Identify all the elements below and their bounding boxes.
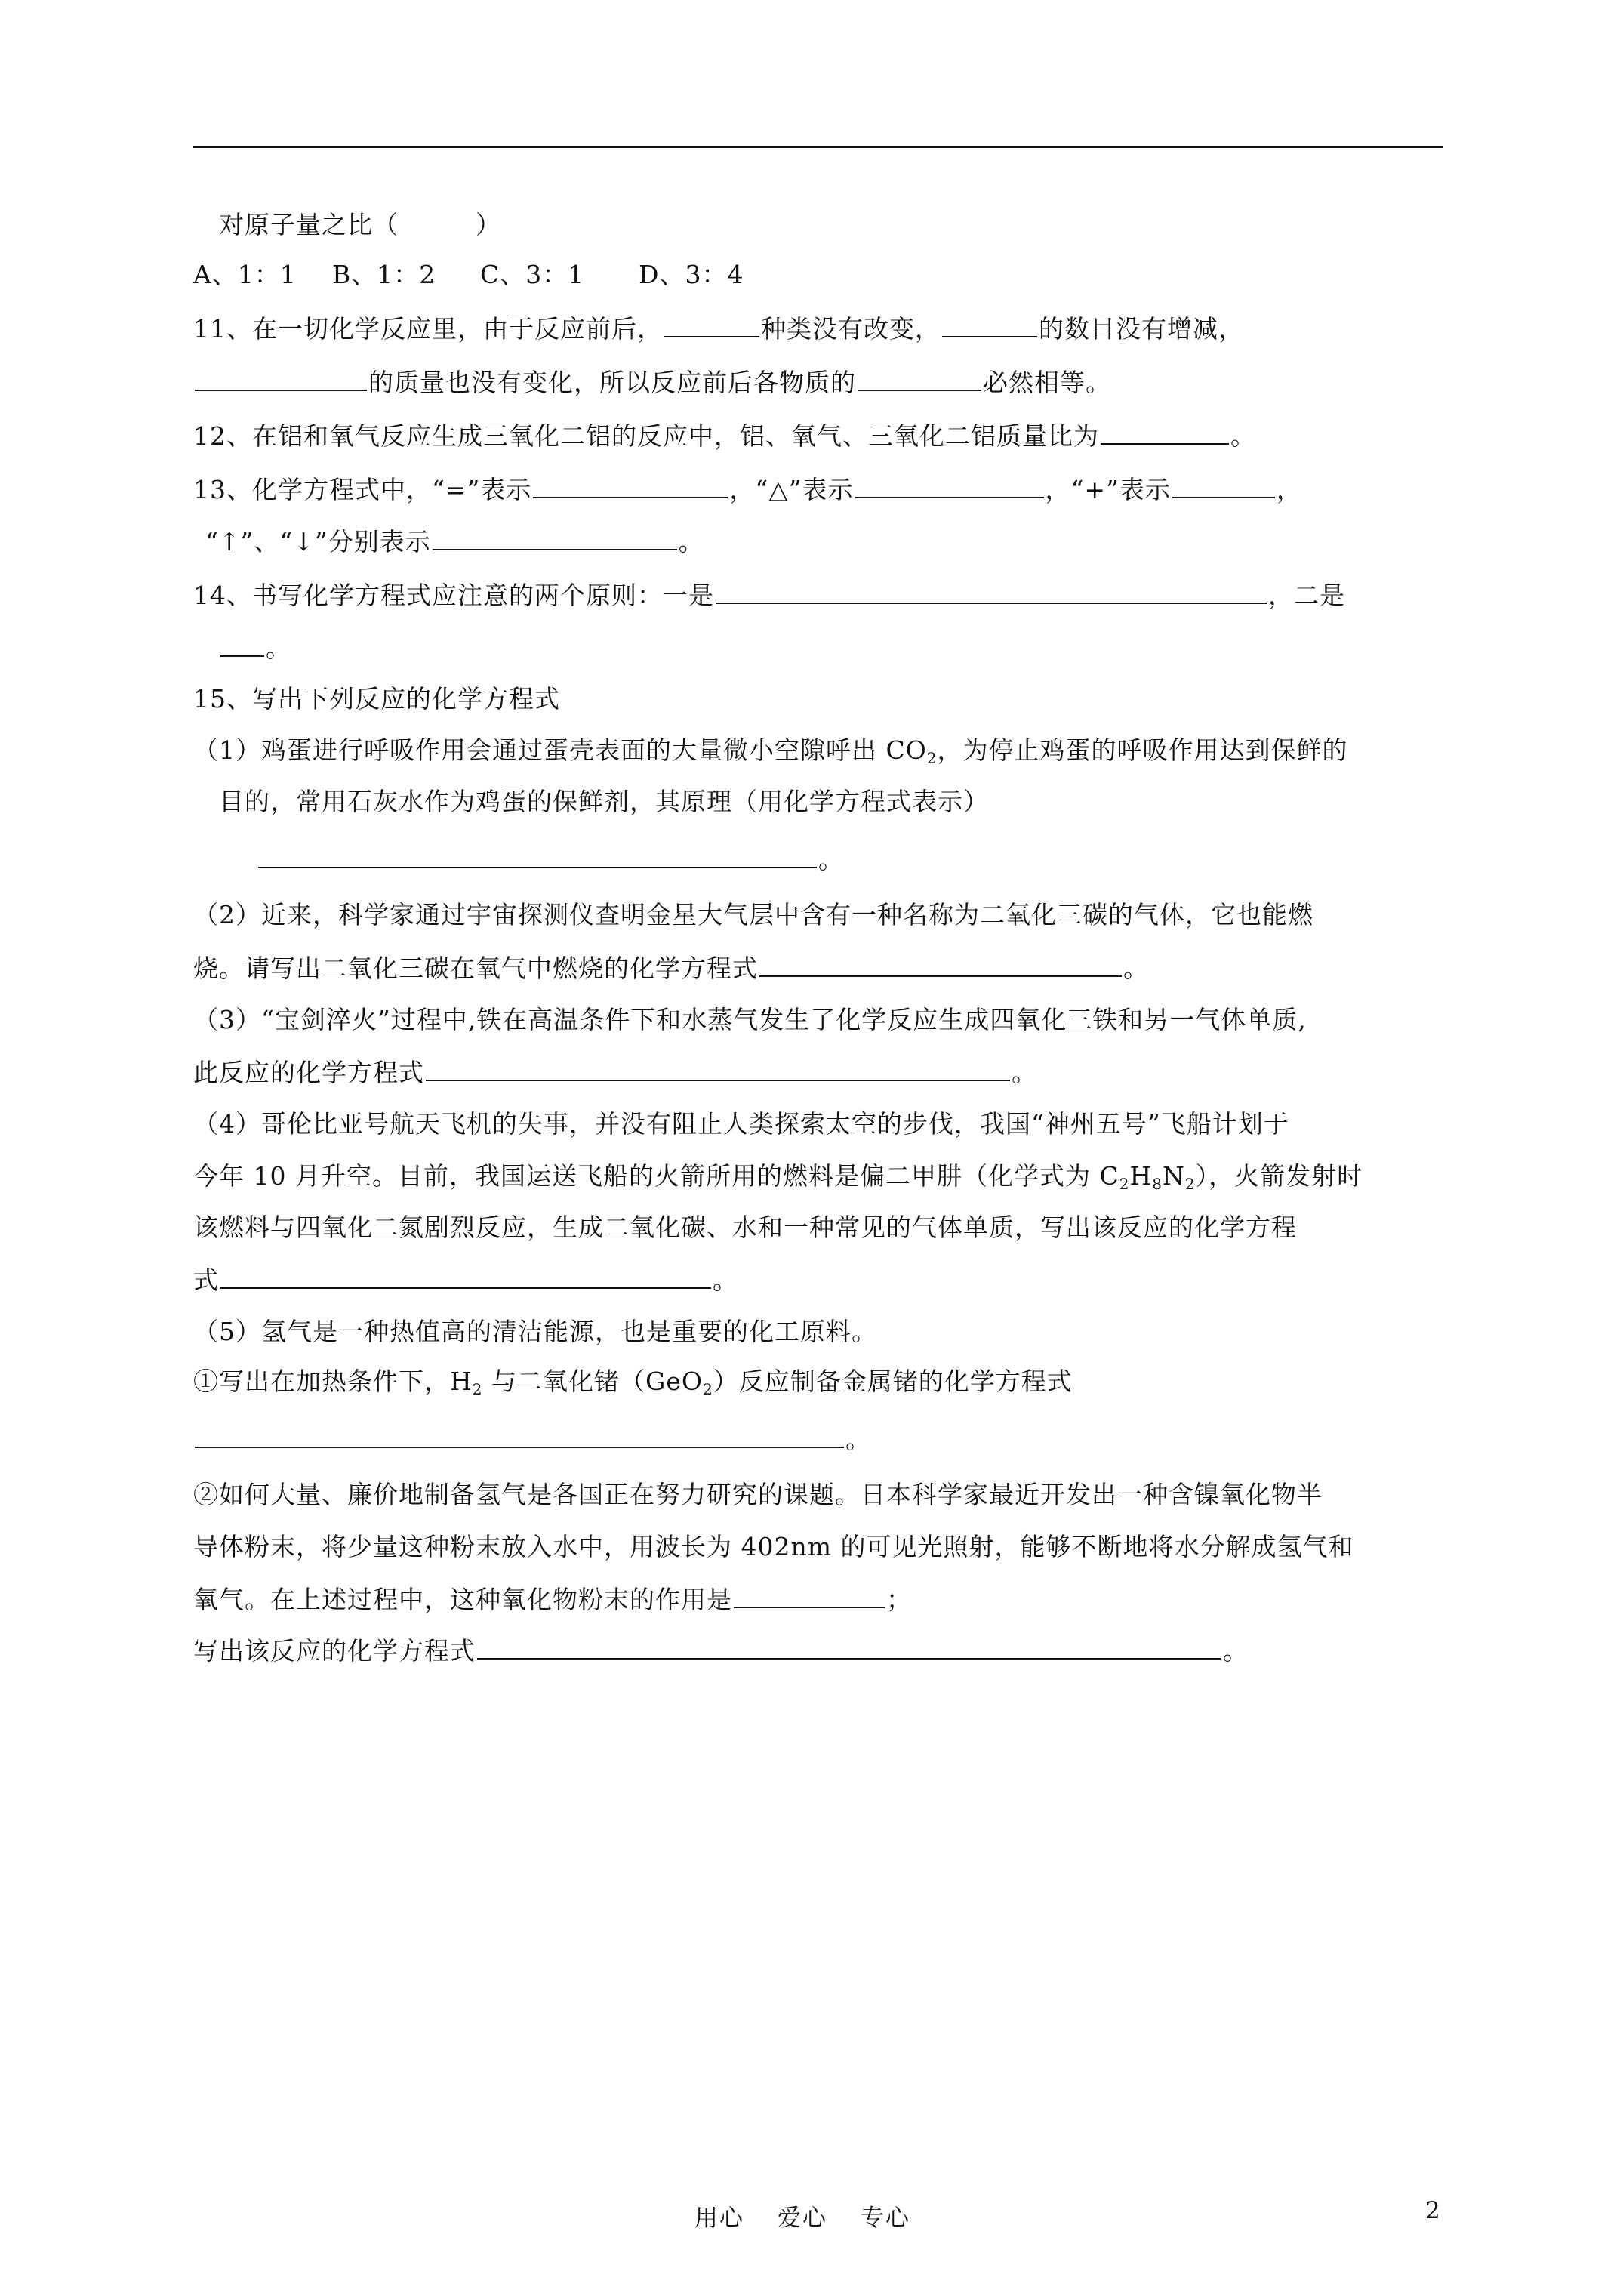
q15-5-i-line2: 。 <box>193 1424 871 1455</box>
option-b: B、1：2 <box>332 260 436 289</box>
q13-line1: 13、化学方程式中，“=”表示 ，“△”表示 ，“+”表示 ， <box>193 475 1302 504</box>
q14-line2: 。 <box>219 633 291 664</box>
answer-blank[interactable] <box>716 580 1267 604</box>
q15-1-line1: （1）鸡蛋进行呼吸作用会通过蛋壳表面的大量微小空隙呼出 $CO_2$，为停止鸡蛋的呼吸作用达到保鲜的 <box>193 735 1348 767</box>
answer-blank[interactable] <box>477 1635 1221 1660</box>
q15-3-line1: （3）“宝剑淬火”过程中,铁在高温条件下和水蒸气发生了化学反应生成四氧化三铁和另一气体单质, <box>193 1005 1307 1034</box>
answer-blank[interactable] <box>426 1057 1010 1081</box>
q15-5-ii-line2: 导体粉末，将少量这种粉末放入水中，用波长为 402nm 的可见光照射，能够不断地将水分解成氢气和 <box>193 1532 1354 1561</box>
option-d: D、3：4 <box>639 260 744 289</box>
answer-blank[interactable] <box>734 1584 885 1608</box>
q15-4-line4: 式 。 <box>193 1265 738 1295</box>
answer-blank[interactable] <box>220 633 264 657</box>
q10-continuation: 对原子量之比（ ） <box>219 210 501 239</box>
q15-4-line1: （4）哥伦比亚号航天飞机的失事，并没有阻止人类探索太空的步伐，我国“神州五号”飞船计划于 <box>193 1109 1289 1139</box>
option-a: A、1：1 <box>193 260 297 289</box>
answer-blank[interactable] <box>1172 474 1275 498</box>
q15-5-ii-line3: 氧气。在上述过程中，这种氧化物粉末的作用是 ； <box>193 1585 912 1614</box>
q15-title: 15、写出下列反应的化学方程式 <box>193 684 560 713</box>
answer-blank[interactable] <box>258 844 817 868</box>
q15-2-line2: 烧。请写出二氧化三碳在氧气中燃烧的化学方程式 。 <box>193 954 1149 983</box>
q15-5-line1: （5）氢气是一种热值高的清洁能源，也是重要的化工原料。 <box>193 1317 877 1346</box>
answer-blank[interactable] <box>433 526 677 550</box>
q15-2-line1: （2）近来，科学家通过宇宙探测仪查明金星大气层中含有一种名称为二氧化三碳的气体，它也能燃 <box>193 900 1313 929</box>
q11-line2: 的质量也没有变化，所以反应前后各物质的 必然相等。 <box>193 367 1111 398</box>
q15-1-line2: 目的，常用石灰水作为鸡蛋的保鲜剂，其原理（用化学方程式表示） <box>219 787 989 816</box>
q15-5-ii-line1: ②如何大量、廉价地制备氢气是各国正在努力研究的课题。日本科学家最近开发出一种含镍氧化物半 <box>193 1480 1323 1509</box>
q13-line2: “↑”、“↓”分别表示 。 <box>205 527 704 556</box>
q14-line1: 14、书写化学方程式应注意的两个原则：一是 ，二是 <box>193 581 1345 610</box>
answer-blank[interactable] <box>220 1265 711 1289</box>
answer-blank[interactable] <box>858 367 981 391</box>
answer-blank[interactable] <box>942 313 1037 337</box>
page-number: 2 <box>1425 2197 1440 2224</box>
q15-5-i-line1: ①写出在加热条件下，$H_2$ 与二氧化锗（GeO$_2$）反应制备金属锗的化学方程式 <box>193 1367 1073 1398</box>
header-rule <box>193 146 1443 148</box>
answer-blank[interactable] <box>195 1424 844 1448</box>
q15-1-line3: 。 <box>257 844 844 875</box>
q15-4-line3: 该燃料与四氧化二氮剧烈反应，生成二氧化碳、水和一种常见的气体单质，写出该反应的化学方程 <box>193 1213 1297 1242</box>
answer-blank[interactable] <box>533 474 728 498</box>
answer-blank[interactable] <box>195 367 367 391</box>
answer-blank[interactable] <box>1101 421 1229 445</box>
answer-blank[interactable] <box>855 474 1044 498</box>
answer-blank[interactable] <box>759 953 1122 977</box>
q15-4-line2: 今年 10 月升空。目前，我国运送飞船的火箭所用的燃料是偏二甲肼（化学式为 $C_2H_8N_2$），火箭发射时 <box>193 1161 1363 1193</box>
q12-line: 12、在铝和氧气反应生成三氧化二铝的反应中，铝、氧气、三氧化二铝质量比为 。 <box>193 421 1256 451</box>
answer-blank[interactable] <box>664 313 759 337</box>
q15-3-line2: 此反应的化学方程式 。 <box>193 1058 1037 1087</box>
q15-5-ii-line4: 写出该反应的化学方程式 。 <box>193 1636 1249 1666</box>
q11-line1: 11、在一切化学反应里，由于反应前后， 种类没有改变， 的数目没有增减， <box>193 314 1244 344</box>
option-c: C、3：1 <box>480 260 585 289</box>
footer-motto: 用心 爱心 专心 <box>694 2205 910 2232</box>
q10-options <box>193 260 744 290</box>
